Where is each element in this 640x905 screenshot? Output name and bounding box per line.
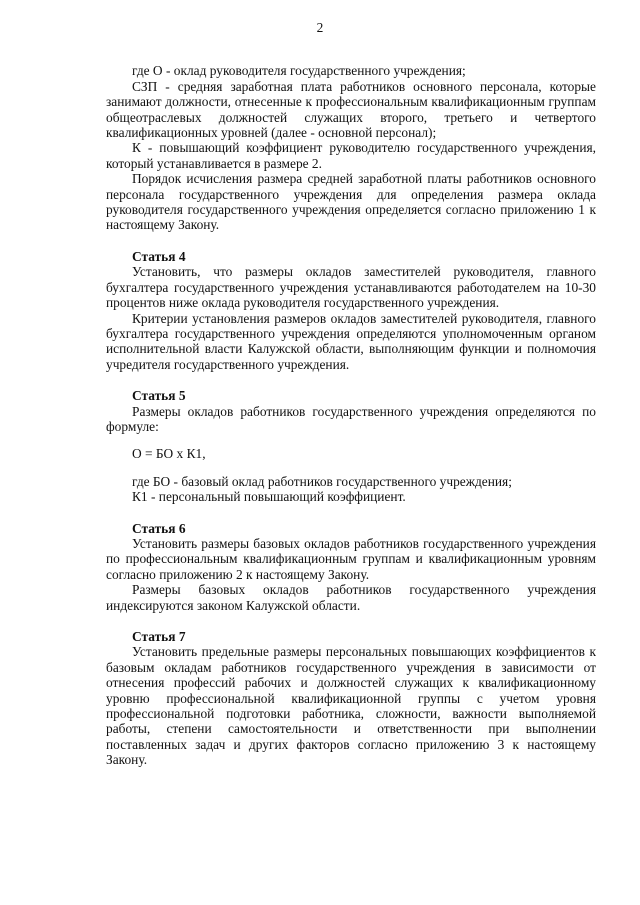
article-6-title: Статья 6 [132,520,186,536]
article-5-title: Статья 5 [132,388,186,404]
article-6-paragraph-1: Установить размеры базовых окладов работников государственного учреждения по профессиональным квалификационным группам и квалификационным уровням согласно приложению 2 к настоящему Закону. [106,535,596,582]
article-5-paragraph-3: К1 - персональный повышающий коэффициент. [132,489,406,505]
article-4-paragraph-2: Критерии установления размеров окладов заместителей руководителя, главного бухгалтера государственного учреждения определяются уполномоченным органом исполнительной власти Калужской области, выполняющим функции и полномочия учредителя государственного учреждения. [106,310,596,372]
article-5-paragraph-1: Размеры окладов работников государственного учреждения определяются по формуле: [106,403,596,434]
page-number: 2 [316,20,324,35]
article-5-paragraph-2: где БО - базовый оклад работников государственного учреждения; [132,473,512,489]
intro-paragraph-3: К - повышающий коэффициент руководителю государственного учреждения, который устанавливается в размере 2. [106,140,596,171]
article-6-paragraph-2: Размеры базовых окладов работников государственного учреждения индексируются законом Калужской области. [106,582,596,613]
article-4-paragraph-1: Установить, что размеры окладов заместителей руководителя, главного бухгалтера государственного учреждения устанавливаются работодателем на 10-30 процентов ниже оклада руководителя государственного учреждения. [106,264,596,311]
article-7-title: Статья 7 [132,629,186,644]
article-7-paragraph-1: Установить предельные размеры персональных повышающих коэффициентов к базовым окладам работников государственного учреждения в зависимости от отнесения профессий рабочих и должностей служащих к квалификационному уровню профессиональной квалификационной группы с учетом уровня профессиональной подготовки работника, сложности, важности выполняемой работы, степени самостоятельности и ответственности при выполнении поставленных задач и других факторов согласно приложению 3 к настоящему Закону. [106,644,596,768]
intro-paragraph-2: СЗП - средняя заработная плата работников основного персонала, которые занимают должности, отнесенные к профессиональным квалификационным группам общеотраслевых должностей служащих второго, третьего и четвертого квалификационных уровней (далее - основной персонал); [106,78,596,141]
intro-paragraph-1: где О - оклад руководителя государственного учреждения; [132,63,466,79]
intro-paragraph-4: Порядок исчисления размера средней заработной платы работников основного персонала государственного учреждения для определения размера оклада руководителя государственного учреждения определяется согласно приложению 1 к настоящему Закону. [106,171,596,233]
article-4-title: Статья 4 [132,248,186,264]
article-5-formula: О = БО х К1, [132,446,206,462]
